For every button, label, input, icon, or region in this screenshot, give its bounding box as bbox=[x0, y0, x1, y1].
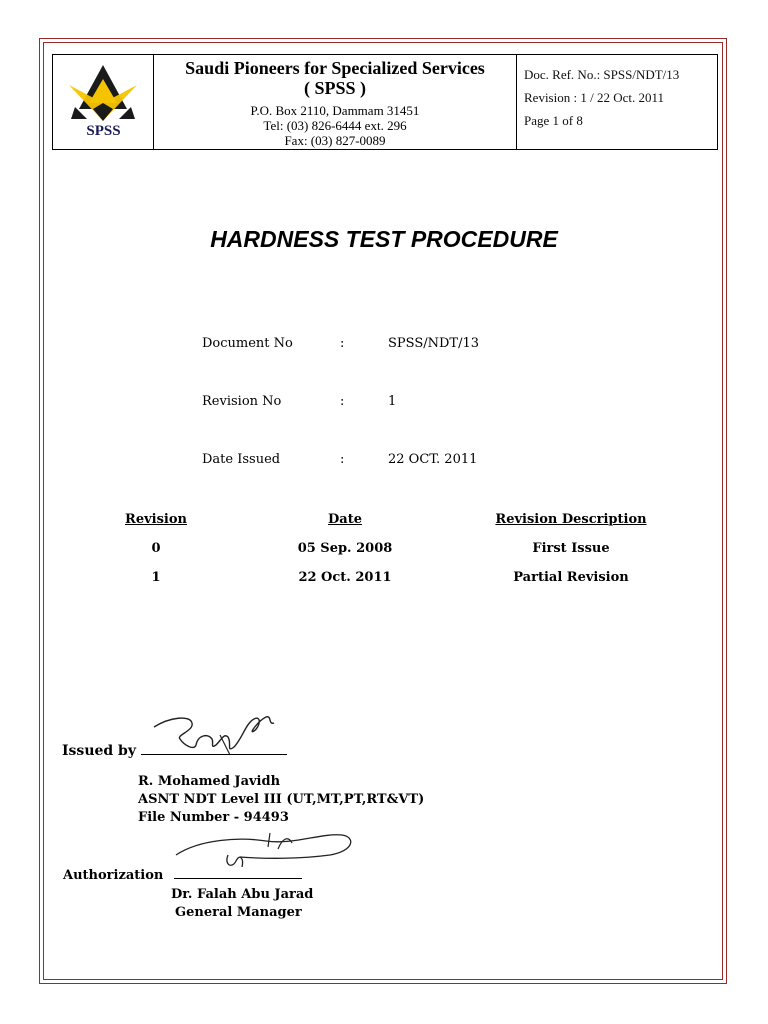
info-value: 1 bbox=[388, 394, 397, 409]
doc-ref-cell bbox=[517, 55, 717, 149]
revision-cell: 0 bbox=[151, 541, 161, 556]
info-label: Document No bbox=[202, 336, 293, 351]
authorizer-title: General Manager bbox=[175, 905, 302, 920]
company-address: P.O. Box 2110, Dammam 31451 bbox=[250, 103, 420, 118]
description-cell: First Issue bbox=[532, 541, 610, 556]
info-value: 22 OCT. 2011 bbox=[388, 452, 478, 467]
date-cell: 05 Sep. 2008 bbox=[297, 541, 393, 556]
revision-header: Revision bbox=[125, 512, 187, 527]
doc-ref-number: Doc. Ref. No.: SPSS/NDT/13 bbox=[524, 67, 680, 82]
issuer-details bbox=[138, 773, 424, 827]
description-cell: Partial Revision bbox=[513, 570, 629, 585]
company-fax: Fax: (03) 827-0089 bbox=[284, 133, 386, 148]
issuer-file-number: File Number - 94493 bbox=[138, 810, 289, 825]
revision-cell: 1 bbox=[151, 570, 161, 585]
info-colon: : bbox=[340, 336, 345, 351]
issued-by-label: Issued by bbox=[62, 743, 136, 759]
document-header bbox=[52, 54, 718, 150]
info-colon: : bbox=[340, 394, 345, 409]
issuer-name: R. Mohamed Javidh bbox=[138, 774, 281, 789]
info-label: Revision No bbox=[202, 394, 282, 409]
issuer-qualification: ASNT NDT Level III (UT,MT,PT,RT&VT) bbox=[138, 792, 425, 807]
company-abbr: ( SPSS ) bbox=[303, 78, 366, 98]
document-title: HARDNESS TEST PROCEDURE bbox=[210, 226, 558, 252]
authorizer-name: Dr. Falah Abu Jarad bbox=[171, 887, 314, 902]
info-value: SPSS/NDT/13 bbox=[388, 336, 480, 351]
issued-by-signature-line bbox=[141, 754, 287, 755]
logo-cell bbox=[53, 55, 154, 149]
company-tel: Tel: (03) 826-6444 ext. 296 bbox=[263, 118, 407, 133]
authorizer-details bbox=[171, 886, 313, 922]
date-cell: 22 Oct. 2011 bbox=[298, 570, 392, 585]
company-name: Saudi Pioneers for Specialized Services bbox=[185, 58, 485, 78]
info-label: Date Issued bbox=[202, 452, 281, 467]
doc-revision: Revision : 1 / 22 Oct. 2011 bbox=[524, 90, 664, 105]
spss-logo-icon bbox=[67, 63, 139, 123]
authorization-line bbox=[63, 868, 302, 883]
page-border-inner bbox=[43, 42, 723, 980]
authorization-signature-line bbox=[174, 878, 302, 879]
logo-text: SPSS bbox=[86, 123, 121, 139]
issued-by-line bbox=[62, 743, 287, 759]
date-header: Date bbox=[328, 512, 362, 527]
authorization-label: Authorization bbox=[63, 868, 164, 883]
info-colon: : bbox=[340, 452, 345, 467]
company-cell bbox=[154, 55, 517, 149]
page-number: Page 1 of 8 bbox=[524, 113, 583, 128]
description-header: Revision Description bbox=[495, 512, 647, 527]
